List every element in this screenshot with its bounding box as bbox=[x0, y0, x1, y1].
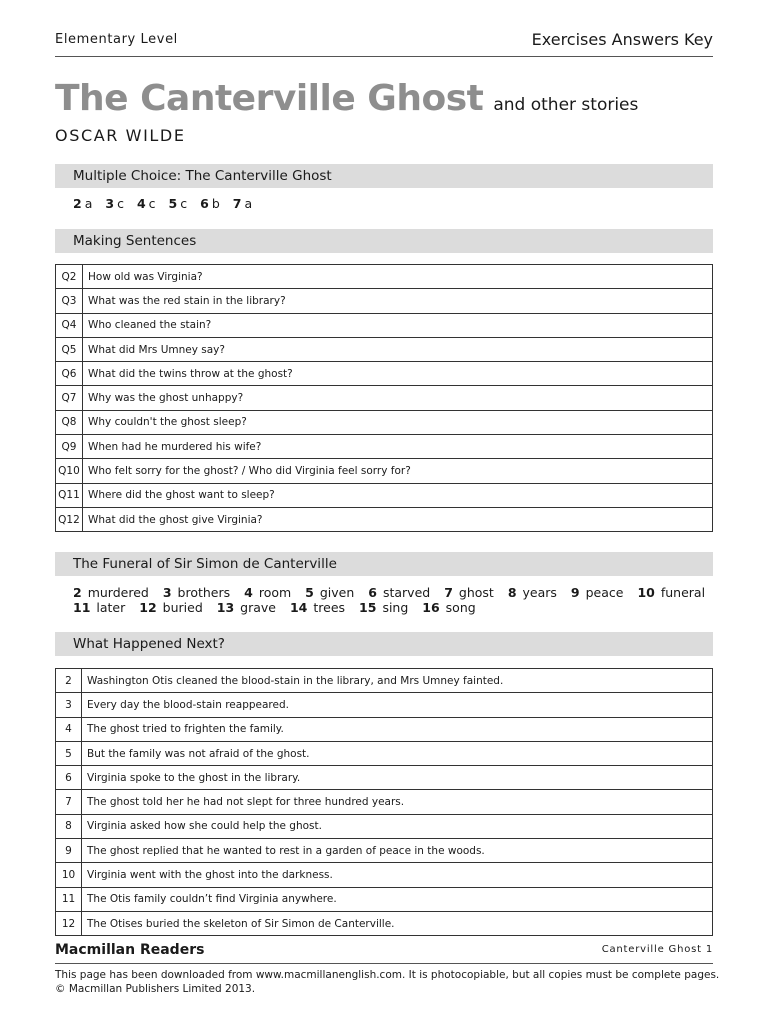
answer-number: 2 bbox=[73, 196, 82, 211]
answer-word: starved bbox=[382, 585, 431, 600]
table-row bbox=[56, 911, 713, 935]
legal-notice-line: This page has been downloaded from www.macmillanenglish.com. It is photocopiable, but all copies must be complete pages. bbox=[55, 969, 720, 981]
table-row bbox=[56, 459, 713, 483]
table-row bbox=[56, 717, 713, 741]
table-row bbox=[56, 337, 713, 361]
event-number: 4 bbox=[56, 717, 82, 741]
question-text: Who cleaned the stain? bbox=[83, 313, 713, 337]
what-happened-next-table bbox=[55, 668, 713, 936]
copyright-line: © Macmillan Publishers Limited 2013. bbox=[55, 982, 256, 995]
footer-divider bbox=[55, 963, 713, 964]
answer-letter: c bbox=[148, 196, 156, 211]
table-row bbox=[56, 790, 713, 814]
question-text: Why was the ghost unhappy? bbox=[83, 386, 713, 410]
answer-word: brothers bbox=[177, 585, 231, 600]
table-row bbox=[56, 863, 713, 887]
event-number: 2 bbox=[56, 669, 82, 693]
event-number: 7 bbox=[56, 790, 82, 814]
event-number: 5 bbox=[56, 741, 82, 765]
question-text: When had he murdered his wife? bbox=[83, 435, 713, 459]
answer-letter: c bbox=[117, 196, 124, 211]
answer-letter: a bbox=[244, 196, 253, 211]
table-row bbox=[56, 362, 713, 386]
answer-word: funeral bbox=[660, 585, 706, 600]
multiple-choice-answer bbox=[73, 196, 92, 211]
answer-key-page bbox=[55, 0, 720, 1024]
event-number: 8 bbox=[56, 814, 82, 838]
table-row bbox=[56, 313, 713, 337]
table-row bbox=[56, 483, 713, 507]
answer-number: 14 bbox=[289, 600, 308, 615]
answer-word: peace bbox=[585, 585, 624, 600]
event-number: 10 bbox=[56, 863, 82, 887]
funeral-answer bbox=[368, 585, 430, 600]
multiple-choice-answer bbox=[137, 196, 156, 211]
answer-word: trees bbox=[313, 600, 346, 615]
question-number: Q9 bbox=[56, 435, 83, 459]
event-number: 3 bbox=[56, 693, 82, 717]
funeral-answer bbox=[139, 600, 203, 615]
legal-notice bbox=[55, 969, 725, 996]
table-row bbox=[56, 410, 713, 434]
event-text: But the family was not afraid of the ghost. bbox=[82, 741, 713, 765]
answer-word: later bbox=[96, 600, 126, 615]
question-text: Where did the ghost want to sleep? bbox=[83, 483, 713, 507]
answer-word: room bbox=[258, 585, 292, 600]
table-row bbox=[56, 839, 713, 863]
answer-word: song bbox=[445, 600, 476, 615]
answer-number: 6 bbox=[368, 585, 377, 600]
answer-word: years bbox=[522, 585, 557, 600]
section-heading-making-sentences: Making Sentences bbox=[55, 229, 713, 253]
table-row bbox=[56, 435, 713, 459]
question-text: How old was Virginia? bbox=[83, 265, 713, 289]
answer-number: 13 bbox=[216, 600, 235, 615]
question-text: What did the ghost give Virginia? bbox=[83, 507, 713, 531]
answer-word: ghost bbox=[458, 585, 494, 600]
answer-number: 4 bbox=[136, 196, 146, 211]
funeral-answer bbox=[444, 585, 494, 600]
document-type-label: Exercises Answers Key bbox=[531, 30, 713, 49]
event-number: 6 bbox=[56, 766, 82, 790]
funeral-answer bbox=[571, 585, 624, 600]
section-heading-multiple-choice: Multiple Choice: The Canterville Ghost bbox=[55, 164, 713, 188]
answer-number: 15 bbox=[359, 600, 377, 615]
table-row bbox=[56, 887, 713, 911]
table-row bbox=[56, 289, 713, 313]
funeral-answer bbox=[637, 585, 705, 600]
event-text: Every day the blood-stain reappeared. bbox=[82, 693, 713, 717]
multiple-choice-answer bbox=[233, 196, 252, 211]
question-number: Q12 bbox=[56, 507, 83, 531]
event-number: 9 bbox=[56, 839, 82, 863]
event-text: The ghost told her he had not slept for three hundred years. bbox=[82, 790, 713, 814]
event-text: Washington Otis cleaned the blood-stain in the library, and Mrs Umney fainted. bbox=[82, 669, 713, 693]
table-row bbox=[56, 669, 713, 693]
question-number: Q10 bbox=[56, 459, 83, 483]
table-row bbox=[56, 386, 713, 410]
table-row bbox=[56, 693, 713, 717]
event-text: The Otis family couldn’t find Virginia anywhere. bbox=[82, 887, 713, 911]
answer-letter: a bbox=[84, 196, 93, 211]
event-text: Virginia spoke to the ghost in the library. bbox=[82, 766, 713, 790]
publisher-brand: Macmillan Readers bbox=[55, 942, 205, 958]
table-row bbox=[56, 766, 713, 790]
answer-word: given bbox=[319, 585, 355, 600]
funeral-answer bbox=[73, 585, 149, 600]
question-number: Q7 bbox=[56, 386, 83, 410]
funeral-answer bbox=[73, 600, 125, 615]
answer-number: 2 bbox=[73, 585, 82, 600]
answer-number: 7 bbox=[444, 585, 453, 600]
table-row bbox=[56, 741, 713, 765]
answer-number: 11 bbox=[73, 600, 91, 615]
answer-number: 9 bbox=[570, 585, 580, 600]
answer-number: 3 bbox=[105, 196, 115, 211]
book-author: OSCAR WILDE bbox=[55, 126, 186, 145]
answer-number: 3 bbox=[162, 585, 172, 600]
answer-number: 4 bbox=[244, 585, 253, 600]
funeral-answers bbox=[73, 585, 713, 615]
book-subtitle: and other stories bbox=[493, 95, 639, 115]
table-row bbox=[56, 814, 713, 838]
answer-number: 16 bbox=[422, 600, 440, 615]
table-row bbox=[56, 507, 713, 531]
funeral-answer bbox=[244, 585, 291, 600]
event-text: The ghost replied that he wanted to rest in a garden of peace in the woods. bbox=[82, 839, 713, 863]
level-label: Elementary Level bbox=[55, 32, 178, 47]
funeral-answer bbox=[217, 600, 276, 615]
multiple-choice-answer bbox=[169, 196, 188, 211]
question-number: Q11 bbox=[56, 483, 83, 507]
funeral-answer bbox=[508, 585, 557, 600]
funeral-answer bbox=[359, 600, 408, 615]
answer-number: 5 bbox=[305, 585, 314, 600]
funeral-answer bbox=[290, 600, 345, 615]
event-number: 12 bbox=[56, 911, 82, 935]
event-text: The Otises buried the skeleton of Sir Simon de Canterville. bbox=[82, 911, 713, 935]
funeral-answer bbox=[305, 585, 354, 600]
event-text: Virginia went with the ghost into the darkness. bbox=[82, 863, 713, 887]
multiple-choice-answer bbox=[105, 196, 124, 211]
answer-word: sing bbox=[382, 600, 409, 615]
question-number: Q4 bbox=[56, 313, 83, 337]
answer-word: buried bbox=[162, 600, 203, 615]
answer-word: grave bbox=[240, 600, 276, 615]
question-number: Q8 bbox=[56, 410, 83, 434]
question-number: Q3 bbox=[56, 289, 83, 313]
question-text: What did Mrs Umney say? bbox=[83, 337, 713, 361]
answer-number: 8 bbox=[507, 585, 517, 600]
answer-number: 6 bbox=[200, 196, 209, 211]
book-title: The Canterville Ghost bbox=[55, 78, 484, 119]
funeral-answer bbox=[422, 600, 475, 615]
question-text: Who felt sorry for the ghost? / Who did Virginia feel sorry for? bbox=[83, 459, 713, 483]
answer-number: 10 bbox=[637, 585, 655, 600]
funeral-answer bbox=[163, 585, 230, 600]
answer-letter: c bbox=[180, 196, 188, 211]
answer-number: 7 bbox=[232, 196, 242, 211]
question-number: Q2 bbox=[56, 265, 83, 289]
question-number: Q6 bbox=[56, 362, 83, 386]
answer-number: 12 bbox=[139, 600, 157, 615]
section-heading-funeral: The Funeral of Sir Simon de Canterville bbox=[55, 552, 713, 576]
page-reference: Canterville Ghost 1 bbox=[601, 944, 713, 955]
section-heading-what-happened-next: What Happened Next? bbox=[55, 632, 713, 656]
answer-number: 5 bbox=[168, 196, 178, 211]
answer-word: murdered bbox=[87, 585, 149, 600]
event-number: 11 bbox=[56, 887, 82, 911]
table-row bbox=[56, 265, 713, 289]
question-text: What was the red stain in the library? bbox=[83, 289, 713, 313]
event-text: The ghost tried to frighten the family. bbox=[82, 717, 713, 741]
page-header bbox=[55, 28, 713, 57]
event-text: Virginia asked how she could help the ghost. bbox=[82, 814, 713, 838]
multiple-choice-answers bbox=[73, 196, 265, 211]
answer-letter: b bbox=[211, 196, 220, 211]
title-row bbox=[55, 78, 638, 124]
multiple-choice-answer bbox=[200, 196, 220, 211]
question-text: Why couldn't the ghost sleep? bbox=[83, 410, 713, 434]
making-sentences-table bbox=[55, 264, 713, 532]
question-number: Q5 bbox=[56, 337, 83, 361]
question-text: What did the twins throw at the ghost? bbox=[83, 362, 713, 386]
